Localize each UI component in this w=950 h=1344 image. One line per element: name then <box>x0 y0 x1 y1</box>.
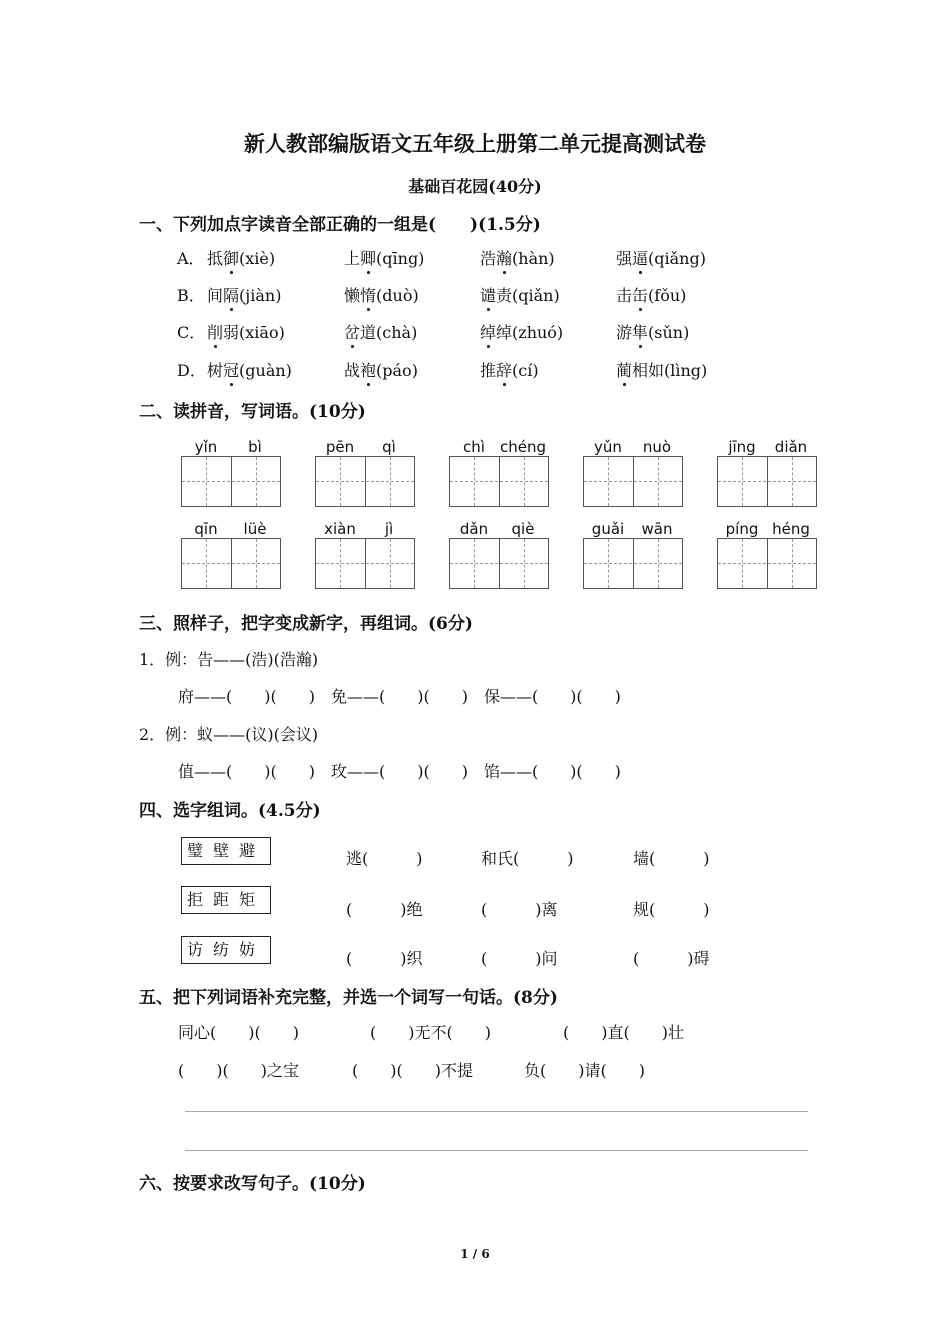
pinyin-label: dǎn <box>459 520 489 538</box>
word-suffix: (sǔn) <box>648 323 690 342</box>
writing-cell[interactable] <box>182 539 230 588</box>
s3-row-1[interactable]: 府——( )( ) 免——( )( ) 保——( )( ) <box>178 687 621 706</box>
word-blank[interactable]: 和氏( ) <box>481 849 574 868</box>
word-prefix: 推 <box>480 361 497 380</box>
pinyin-label: jīng <box>728 438 756 456</box>
writing-cell[interactable] <box>633 539 682 588</box>
pinyin-label: chì <box>463 438 485 456</box>
word-suffix: (xiè) <box>239 249 276 268</box>
pinyin-label: héng <box>772 520 810 538</box>
writing-cell[interactable] <box>718 457 766 506</box>
dotted-char: 袍 <box>360 361 377 380</box>
writing-grid <box>717 538 817 589</box>
word-suffix: (qiǎng) <box>648 249 706 268</box>
writing-grid <box>181 456 281 507</box>
word-suffix: 绰(zhuó) <box>496 323 564 342</box>
option-letter[interactable]: D． <box>177 361 206 380</box>
writing-cell[interactable] <box>450 539 498 588</box>
word-blank[interactable]: 规( ) <box>633 900 710 919</box>
word-blank[interactable]: ( )绝 <box>346 900 423 919</box>
s3-example-2: 2．例：蚁——(议)(会议) <box>139 725 319 744</box>
page-number: 1 / 6 <box>460 1247 490 1261</box>
option-word <box>207 358 292 381</box>
writing-grid <box>449 456 549 507</box>
dotted-char: 隼 <box>632 323 649 342</box>
word-suffix: (duò) <box>376 286 419 305</box>
writing-cell[interactable] <box>767 457 816 506</box>
writing-cell[interactable] <box>633 457 682 506</box>
word-blank[interactable]: ( )碍 <box>633 949 710 968</box>
pinyin-label: jì <box>384 520 394 538</box>
word-prefix: 树 <box>207 361 224 380</box>
section-subtitle: 基础百花园(40分) <box>408 177 542 196</box>
writing-cell[interactable] <box>231 539 280 588</box>
word-prefix: 强 <box>616 249 633 268</box>
word-prefix: 上 <box>344 249 361 268</box>
option-letter[interactable]: C． <box>177 323 206 342</box>
word-blank[interactable]: ( )织 <box>346 949 423 968</box>
pinyin-box-group <box>717 520 817 625</box>
option-word <box>480 246 555 269</box>
pinyin-box-group <box>583 520 683 625</box>
writing-cell[interactable] <box>365 539 414 588</box>
option-word <box>344 246 424 269</box>
option-word <box>480 358 539 381</box>
option-word <box>344 358 418 381</box>
word-prefix: 战 <box>344 361 361 380</box>
writing-grid <box>583 538 683 589</box>
option-word <box>616 358 707 381</box>
idiom-blank[interactable]: ( )( )不提 <box>352 1061 473 1080</box>
word-prefix: 间 <box>207 286 224 305</box>
word-suffix: (fǒu) <box>648 286 687 305</box>
option-word <box>207 246 275 269</box>
writing-cell[interactable] <box>584 539 632 588</box>
writing-grid <box>181 538 281 589</box>
dotted-char: 惰 <box>360 286 377 305</box>
option-word <box>616 283 686 306</box>
pinyin-label: qīn <box>194 520 218 538</box>
word-suffix: (jiàn) <box>239 286 282 305</box>
pinyin-label: nuò <box>642 438 672 456</box>
pinyin-label: qiè <box>511 520 535 538</box>
writing-grid <box>583 456 683 507</box>
writing-cell[interactable] <box>182 457 230 506</box>
option-word <box>616 320 689 343</box>
pinyin-label: qì <box>382 438 396 456</box>
word-suffix: 相如(lìng) <box>632 361 708 380</box>
dotted-char: 冠 <box>223 361 240 380</box>
word-prefix: 浩 <box>480 249 497 268</box>
idiom-blank[interactable]: ( )无不( ) <box>370 1023 491 1042</box>
dotted-char: 辞 <box>496 361 513 380</box>
writing-cell[interactable] <box>499 539 548 588</box>
pinyin-label: yǐn <box>194 438 218 456</box>
writing-cell[interactable] <box>316 457 364 506</box>
dotted-char: 卿 <box>360 249 377 268</box>
dotted-char: 蔺 <box>616 361 633 380</box>
pinyin-label: guǎi <box>591 520 625 538</box>
page-title: 新人教部编版语文五年级上册第二单元提高测试卷 <box>244 131 706 156</box>
dotted-char: 谴 <box>480 286 497 305</box>
writing-cell[interactable] <box>767 539 816 588</box>
word-prefix: 懒 <box>344 286 361 305</box>
option-word <box>207 320 285 343</box>
writing-grid <box>449 538 549 589</box>
dotted-char: 岔 <box>344 323 361 342</box>
pinyin-label: lüè <box>243 520 267 538</box>
option-word <box>480 283 560 306</box>
pinyin-label: xiàn <box>324 520 356 538</box>
dotted-char: 逼 <box>632 249 649 268</box>
word-blank[interactable]: 墙( ) <box>633 849 710 868</box>
idiom-blank[interactable]: 负( )请( ) <box>524 1061 645 1080</box>
writing-cell[interactable] <box>450 457 498 506</box>
word-suffix: 道(chà) <box>360 323 418 342</box>
char-choice-box: 璧壁避 <box>181 837 271 865</box>
word-suffix: (páo) <box>376 361 418 380</box>
writing-grid <box>717 456 817 507</box>
s1-heading: 一、下列加点字读音全部正确的一组是( )(1.5分) <box>139 215 541 235</box>
idiom-blank[interactable]: ( )直( )壮 <box>563 1023 684 1042</box>
pinyin-label: bì <box>248 438 262 456</box>
option-letter[interactable]: A． <box>177 249 205 268</box>
word-prefix: 抵 <box>207 249 224 268</box>
char-choice-box: 拒距矩 <box>181 886 271 914</box>
word-suffix: (hàn) <box>512 249 555 268</box>
answer-line[interactable] <box>185 1111 808 1112</box>
writing-cell[interactable] <box>365 457 414 506</box>
dotted-char: 御 <box>223 249 240 268</box>
s4-heading: 四、选字组词。(4.5分) <box>139 801 321 821</box>
s3-row-2[interactable]: 值——( )( ) 玫——( )( ) 馅——( )( ) <box>178 762 621 781</box>
word-blank[interactable]: ( )离 <box>481 900 558 919</box>
idiom-blank[interactable]: 同心( )( ) <box>178 1023 299 1042</box>
s6-heading: 六、按要求改写句子。(10分) <box>139 1174 366 1194</box>
dotted-char: 瀚 <box>496 249 513 268</box>
pinyin-label: diǎn <box>774 438 808 456</box>
word-suffix: 弱(xiāo) <box>223 323 285 342</box>
word-suffix: (qīng) <box>376 249 425 268</box>
pinyin-label: pēn <box>325 438 355 456</box>
pinyin-label: yǔn <box>594 438 622 456</box>
option-word <box>344 320 417 343</box>
writing-grid <box>315 456 415 507</box>
writing-cell[interactable] <box>499 457 548 506</box>
dotted-char: 隔 <box>223 286 240 305</box>
pinyin-label: chéng <box>499 438 546 456</box>
pinyin-label: píng <box>725 520 759 538</box>
dotted-char: 缶 <box>632 286 649 305</box>
word-suffix: 责(qiǎn) <box>496 286 560 305</box>
dotted-char: 绰 <box>480 323 497 342</box>
option-word <box>480 320 563 343</box>
s3-example-1: 1．例：告——(浩)(浩瀚) <box>139 650 319 669</box>
option-word <box>207 283 281 306</box>
idiom-blank[interactable]: ( )( )之宝 <box>178 1061 299 1080</box>
writing-grid <box>315 538 415 589</box>
char-choice-box: 访纺妨 <box>181 936 271 964</box>
word-blank[interactable]: ( )问 <box>481 949 558 968</box>
word-suffix: (guàn) <box>239 361 292 380</box>
option-word <box>344 283 419 306</box>
word-prefix: 击 <box>616 286 633 305</box>
writing-cell[interactable] <box>718 539 766 588</box>
writing-cell[interactable] <box>231 457 280 506</box>
s5-heading: 五、把下列词语补充完整，并选一个词写一句话。(8分) <box>139 988 558 1008</box>
option-letter[interactable]: B． <box>177 286 205 305</box>
answer-line[interactable] <box>185 1150 808 1151</box>
word-blank[interactable]: 逃( ) <box>346 849 423 868</box>
writing-cell[interactable] <box>584 457 632 506</box>
s3-heading: 三、照样子，把字变成新字，再组词。(6分) <box>139 614 473 634</box>
s2-heading: 二、读拼音，写词语。(10分) <box>139 402 366 422</box>
option-word <box>616 246 706 269</box>
word-suffix: (cí) <box>512 361 539 380</box>
pinyin-label: wān <box>641 520 673 538</box>
word-prefix: 游 <box>616 323 633 342</box>
dotted-char: 削 <box>207 323 224 342</box>
writing-cell[interactable] <box>316 539 364 588</box>
